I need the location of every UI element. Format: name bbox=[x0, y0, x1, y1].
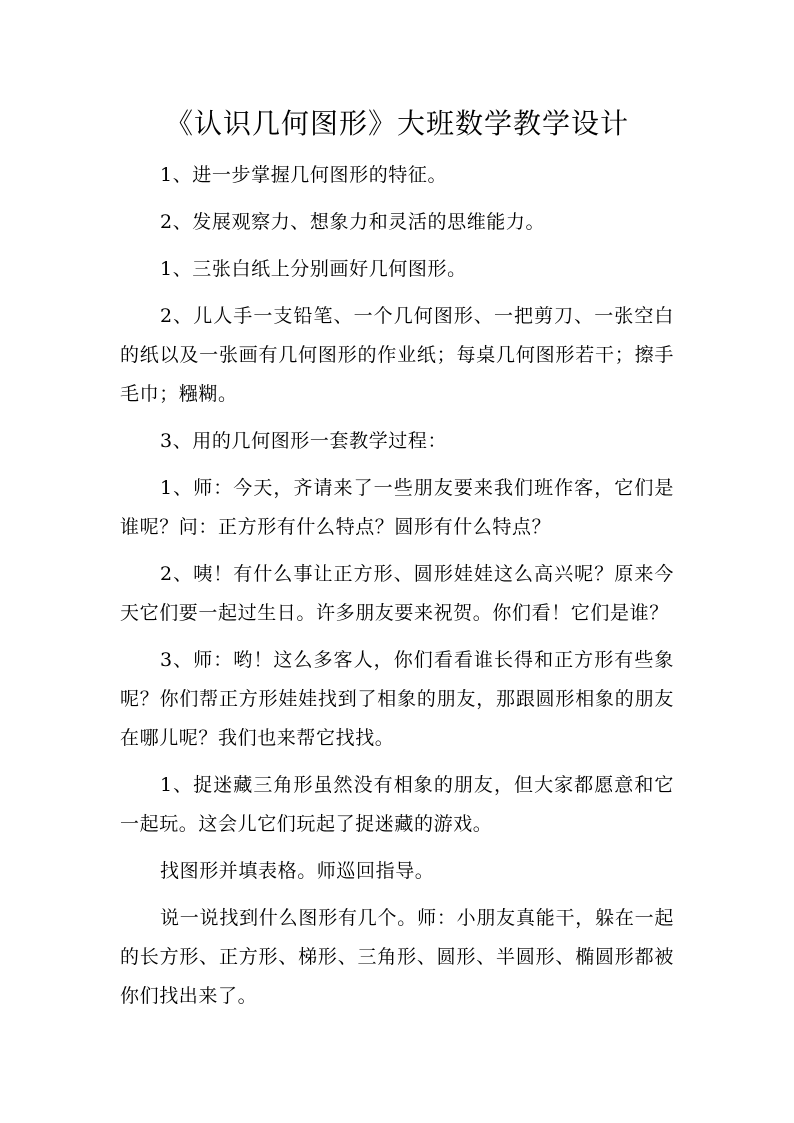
document-title: 《认识几何图形》大班数学教学设计 bbox=[164, 107, 629, 140]
paragraph: 3、用的几何图形一套教学过程： bbox=[160, 430, 448, 452]
paragraph: 找图形并填表格。师巡回指导。 bbox=[160, 860, 435, 882]
paragraph: 2、儿人手一支铅笔、一个几何图形、一把剪刀、一张空白的纸以及一张画有几何图形的作业纸；每桌几何图形若干；擦手毛巾；糨糊。 bbox=[120, 305, 674, 405]
paragraph: 说一说找到什么图形有几个。师：小朋友真能干，躲在一起的长方形、正方形、梯形、三角形、圆形、半圆形、椭圆形都被你们找出来了。 bbox=[120, 907, 674, 1007]
paragraph: 2、发展观察力、想象力和灵活的思维能力。 bbox=[160, 211, 546, 233]
paragraph: 1、进一步掌握几何图形的特征。 bbox=[160, 164, 448, 186]
paragraph: 1、师：今天，齐请来了一些朋友要来我们班作客，它们是谁呢？问：正方形有什么特点？圆形有什么特点？ bbox=[120, 477, 674, 538]
paragraph: 3、师：哟！这么多客人，你们看看谁长得和正方形有些象呢？你们帮正方形娃娃找到了相象的朋友，那跟圆形相象的朋友在哪儿呢？我们也来帮它找找。 bbox=[120, 649, 674, 749]
document-body bbox=[120, 156, 674, 1016]
paragraph: 1、三张白纸上分别画好几何图形。 bbox=[160, 258, 467, 280]
paragraph: 1、捉迷藏三角形虽然没有相象的朋友，但大家都愿意和它一起玩。这会儿它们玩起了捉迷藏的游戏。 bbox=[120, 774, 674, 835]
paragraph: 2、咦！有什么事让正方形、圆形娃娃这么高兴呢？原来今天它们要一起过生日。许多朋友要来祝贺。你们看！它们是谁？ bbox=[120, 563, 674, 624]
